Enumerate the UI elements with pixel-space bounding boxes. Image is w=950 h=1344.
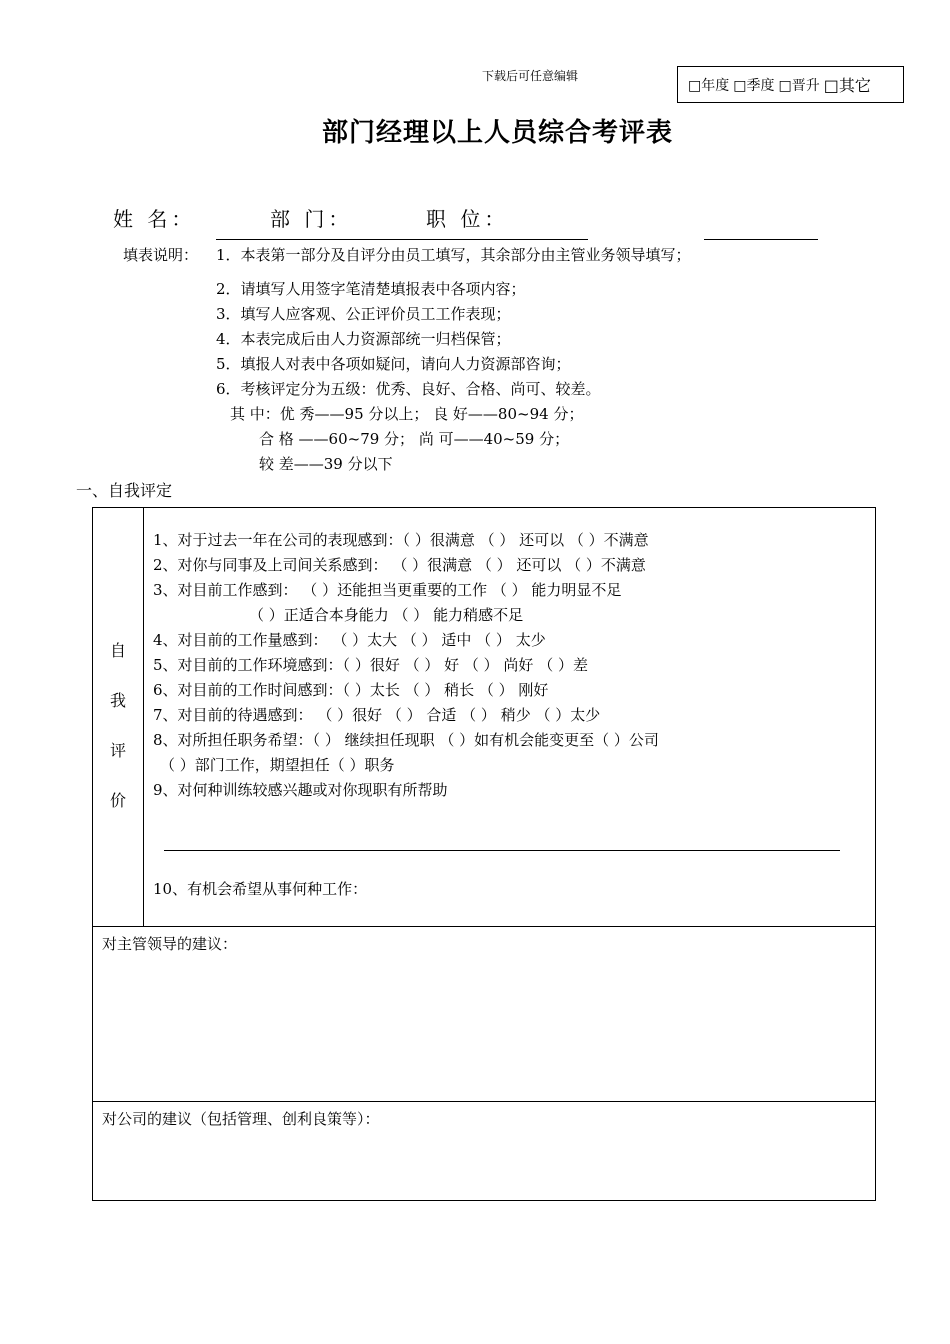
checkbox-promotion[interactable]: □晋升 <box>778 77 820 94</box>
watermark-text: 下载后可任意编辑 <box>482 69 579 83</box>
self-evaluation-table <box>92 507 876 1201</box>
checkbox-quarterly[interactable]: □季度 <box>733 77 775 94</box>
question-10[interactable]: 10、有机会希望从事何种工作： <box>153 880 368 898</box>
checkbox-other[interactable]: □其它 <box>823 76 871 95</box>
side-char: 我 <box>109 691 126 710</box>
question-8[interactable]: 8、对所担任职务希望：（ ） 继续担任现职 （ ）如有机会能变更至（ ）公司 <box>153 731 659 749</box>
score-range: 合 格 ——60~79 分； 尚 可——40~59 分； <box>259 430 570 448</box>
review-type-box <box>677 66 904 103</box>
instruction-item: 3．填写人应客观、公正评价员工工作表现； <box>216 305 511 323</box>
instruction-item: 5．填报人对表中各项如疑问，请向人力资源部咨询； <box>216 355 571 373</box>
question-6[interactable]: 6、对目前的工作时间感到：（ ）太长 （ ） 稍长 （ ） 刚好 <box>153 681 549 699</box>
instruction-item: 2．请填写人用签字笔清楚填报表中各项内容； <box>216 280 526 298</box>
instruction-item: 1．本表第一部分及自评分由员工填写，其余部分由主管业务领导填写； <box>216 246 691 264</box>
instruction-item: 6．考核评定分为五级：优秀、良好、合格、尚可、较差。 <box>216 380 601 398</box>
company-suggestion-label: 对公司的建议（包括管理、创利良策等）： <box>102 1110 380 1128</box>
question-3-cont[interactable]: （ ）正适合本身能力 （ ） 能力稍感不足 <box>249 606 524 624</box>
side-char: 自 <box>109 641 126 660</box>
question-9-answer-line[interactable] <box>164 850 840 851</box>
name-dept-underline[interactable] <box>216 239 588 240</box>
question-8-cont[interactable]: （ ）部门工作，期望担任（ ）职务 <box>160 756 395 774</box>
question-5[interactable]: 5、对目前的工作环境感到：（ ）很好 （ ） 好 （ ） 尚好 （ ）差 <box>153 656 588 674</box>
self-evaluation-side-label <box>93 508 144 927</box>
question-7[interactable]: 7、对目前的待遇感到： （ ）很好 （ ） 合适 （ ） 稍少 （ ）太少 <box>153 706 601 724</box>
question-2[interactable]: 2、对你与同事及上司间关系感到： （ ）很满意 （ ） 还可以 （ ）不满意 <box>153 556 646 574</box>
question-1[interactable]: 1、对于过去一年在公司的表现感到：（ ）很满意 （ ） 还可以 （ ）不满意 <box>153 531 649 549</box>
position-underline[interactable] <box>704 239 818 240</box>
checkbox-annual[interactable]: □年度 <box>688 77 730 94</box>
question-3[interactable]: 3、对目前工作感到： （ ）还能担当更重要的工作 （ ） 能力明显不足 <box>153 581 622 599</box>
side-char: 价 <box>109 791 126 810</box>
name-label: 姓 名： <box>113 207 196 231</box>
instructions-label: 填表说明： <box>123 246 199 264</box>
score-range: 较 差——39 分以下 <box>259 455 393 473</box>
score-range: 其 中：优 秀——95 分以上； 良 好——80~94 分； <box>230 405 584 423</box>
question-4[interactable]: 4、对目前的工作量感到： （ ）太大 （ ） 适中 （ ） 太少 <box>153 631 546 649</box>
company-suggestion-box[interactable] <box>93 1102 876 1201</box>
position-label: 职 位： <box>426 207 509 231</box>
section-self-evaluation-title: 一、自我评定 <box>76 481 173 500</box>
leader-suggestion-box[interactable] <box>93 927 876 1102</box>
side-char: 评 <box>109 741 126 760</box>
leader-suggestion-label: 对主管领导的建议： <box>102 935 238 953</box>
self-evaluation-questions <box>144 508 876 927</box>
page-title: 部门经理以上人员综合考评表 <box>321 118 673 148</box>
instruction-item: 4．本表完成后由人力资源部统一归档保管； <box>216 330 511 348</box>
question-9: 9、对何种训练较感兴趣或对你现职有所帮助 <box>153 781 448 799</box>
department-label: 部 门： <box>270 207 353 231</box>
